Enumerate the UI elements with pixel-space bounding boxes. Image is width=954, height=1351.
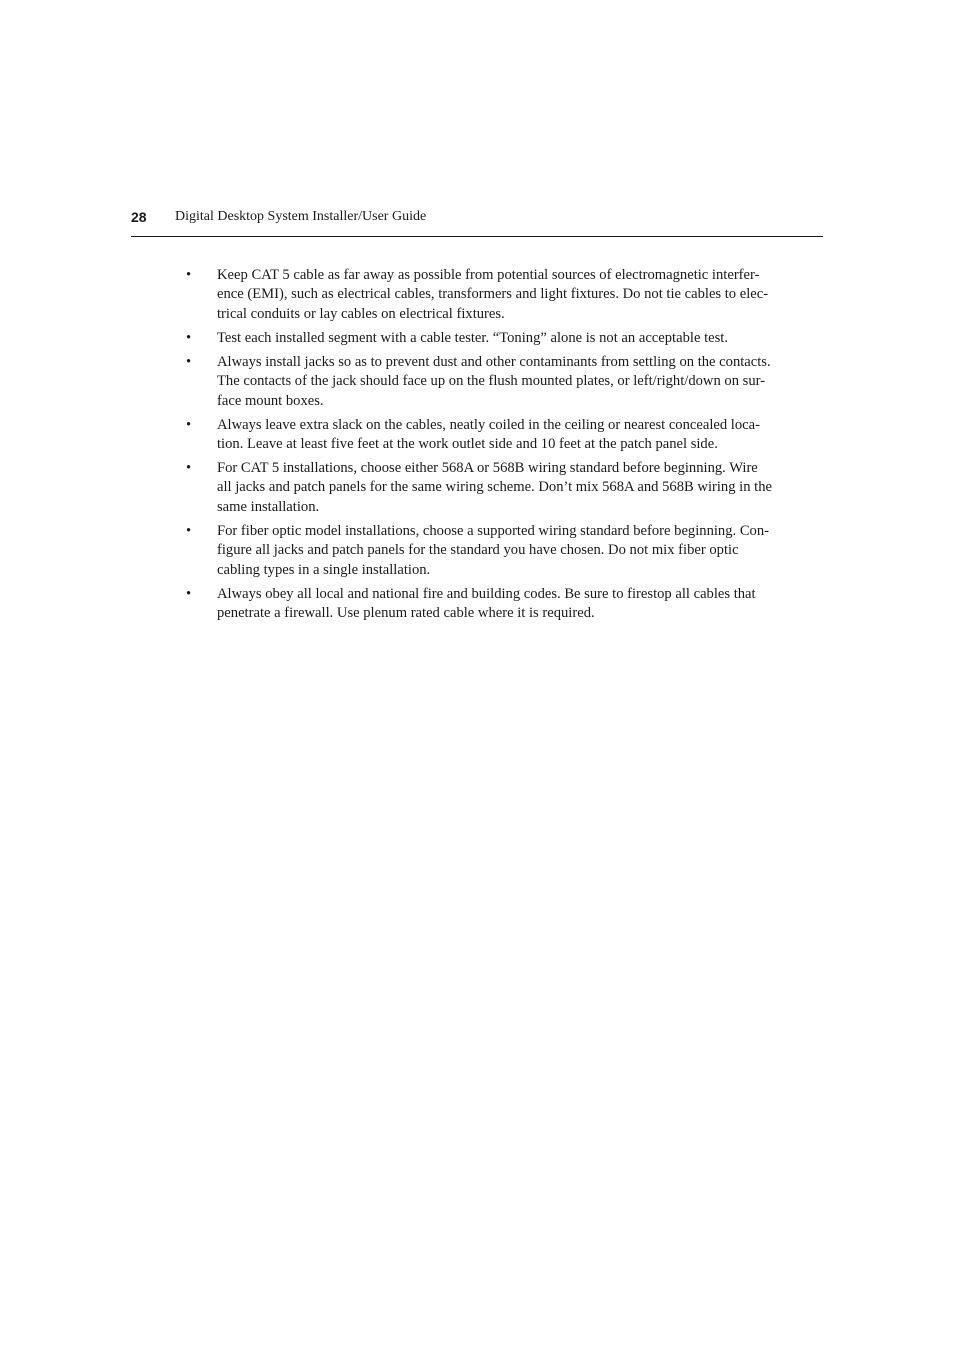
list-item-text: The contacts of the jack should face up on the flush mounted plates, or left/right/down on sur- [217, 373, 766, 390]
bullet-dot: • [186, 585, 192, 602]
list-item [186, 522, 826, 580]
bullet-dot: • [186, 353, 192, 370]
list-item [186, 266, 826, 324]
list-item-text: For CAT 5 installations, choose either 568A or 568B wiring standard before beginning. Wire [217, 460, 758, 477]
list-item-text: Test each installed segment with a cable tester. “Toning” alone is not an acceptable test. [217, 329, 728, 346]
list-item-text: Always obey all local and national fire and building codes. Be sure to firestop all cables that [217, 585, 756, 602]
list-item [186, 416, 826, 455]
running-header [131, 208, 823, 230]
list-item-text: Keep CAT 5 cable as far away as possible from potential sources of electromagnetic interfer- [217, 267, 760, 283]
bullet-dot: • [186, 460, 192, 477]
list-item-text: same installation. [217, 498, 320, 515]
list-item-text: Always leave extra slack on the cables, neatly coiled in the ceiling or nearest concealed loca- [217, 416, 760, 433]
list-item-text: figure all jacks and patch panels for the standard you have chosen. Do not mix fiber optic [217, 542, 739, 559]
page-number: 28 [131, 209, 147, 225]
header-title: Digital Desktop System Installer/User Guide [175, 209, 427, 224]
bullet-dot: • [186, 329, 192, 346]
bullet-dot: • [186, 522, 192, 539]
header-rule [131, 236, 823, 237]
bullet-dot: • [186, 416, 192, 433]
list-item-text: Always install jacks so as to prevent dust and other contaminants from settling on the contacts. [217, 353, 771, 370]
list-item-text: trical conduits or lay cables on electrical fixtures. [217, 305, 505, 322]
list-item-text: all jacks and patch panels for the same wiring scheme. Don’t mix 568A and 568B wiring in the [217, 479, 772, 496]
list-item-text: For fiber optic model installations, choose a supported wiring standard before beginning. Con- [217, 522, 770, 539]
list-item-text: penetrate a firewall. Use plenum rated cable where it is required. [217, 605, 595, 622]
list-item-text: ence (EMI), such as electrical cables, transformers and light fixtures. Do not tie cables to elec- [217, 286, 769, 303]
list-item [186, 585, 826, 624]
list-item [186, 329, 826, 348]
list-item-text: face mount boxes. [217, 392, 324, 409]
list-item [186, 353, 826, 411]
list-item [186, 459, 826, 517]
bullet-list [186, 266, 826, 628]
bullet-dot: • [186, 267, 192, 283]
list-item-text: tion. Leave at least five feet at the work outlet side and 10 feet at the patch panel side. [217, 436, 718, 453]
list-item-text: cabling types in a single installation. [217, 561, 431, 578]
